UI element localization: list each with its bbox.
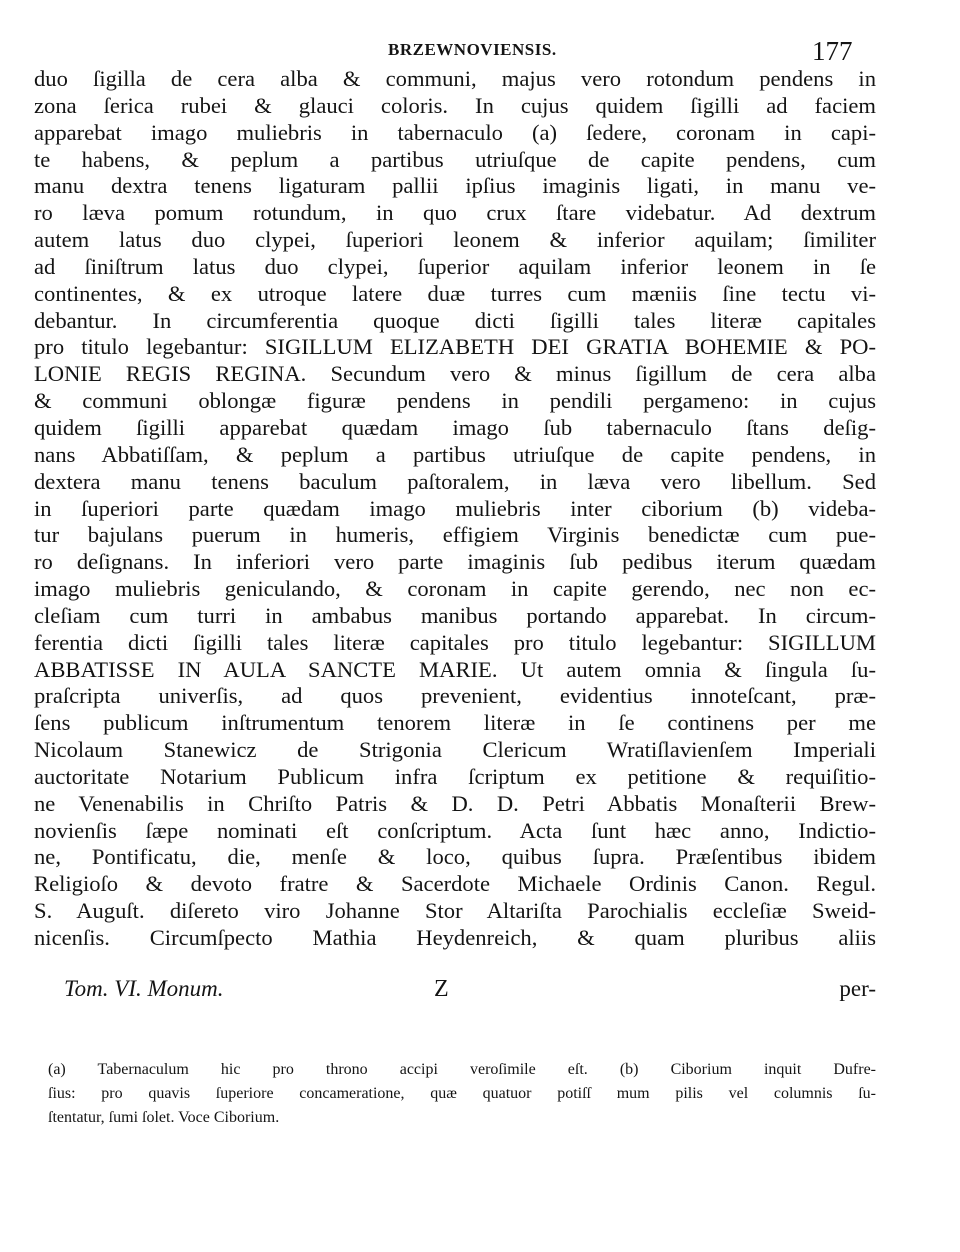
text-line: Religioſo & devoto fratre & Sacerdote Michaele Ordinis Canon. Regul. (34, 871, 876, 897)
running-title: BRZEWNOVIENSIS. (388, 40, 557, 59)
page-number: 177 (812, 36, 853, 66)
text-line: dextera manu tenens baculum paſtoralem, in læva vero libellum. Sed (34, 468, 876, 494)
text-line: debantur. In circumferentia quoque dicti ſigilli tales literæ capitales (34, 307, 876, 333)
text-line: pro titulo legebantur: SIGILLUM ELIZABETH DEI GRATIA BOHEMIE & PO- (34, 334, 876, 360)
text-line: quidem ſigilli apparebat quædam imago ſub tabernaculo ſtans deſig- (34, 414, 876, 440)
text-line: ne, Pontificatu, die, menſe & loco, quibus ſupra. Præſentibus ibidem (34, 844, 876, 870)
text-line: continentes, & ex utroque latere duæ turres cum mæniis ſine tectu vi- (34, 280, 876, 306)
text-line: ABBATISSE IN AULA SANCTE MARIE. Ut autem omnia & ſingula ſu- (34, 656, 876, 682)
text-line: ne Venenabilis in Chriſto Patris & D. D. Petri Abbatis Monaſterii Brew- (34, 790, 876, 816)
signature-mark: Tom. VI. Monum. (64, 976, 224, 1001)
text-line: nans Abbatiſſam, & peplum a partibus utriuſque de capite pendens, in (34, 441, 876, 467)
text-line: apparebat imago muliebris in tabernaculo (a) ſedere, coronam in capi- (34, 119, 876, 145)
running-head (0, 36, 960, 70)
text-line: te habens, & peplum a partibus utriuſque de capite pendens, cum (34, 146, 876, 172)
text-line: in ſuperiori parte quædam imago muliebris inter ciborium (b) videba- (34, 495, 876, 521)
text-line: novienſis ſæpe nominati eſt conſcriptum. Acta ſunt hæc anno, Indictio- (34, 817, 876, 843)
footnote-line: ſius: pro quavis ſuperiore concameratione, quæ quatuor potiſſ mum pilis vel columnis ſu- (48, 1085, 876, 1102)
footnote-line: ſtentatur, ſumi ſolet. Voce Ciborium. (48, 1109, 280, 1126)
text-line: praſcripta univerſis, ad quos prevenient, evidentius innoteſcant, præ- (34, 683, 876, 709)
catchword: per- (839, 976, 876, 1001)
body-text (34, 66, 876, 952)
text-line: manu dextra tenens ligaturam pallii ipſius imaginis ligati, in manu ve- (34, 173, 876, 199)
text-line: nicenſis. Circumſpecto Mathia Heydenreich, & quam pluribus aliis (34, 925, 876, 950)
text-line: auctoritate Notarium Publicum infra ſcriptum ex petitione & requiſitio- (34, 763, 876, 789)
page-footer (34, 976, 876, 1008)
text-line: ad ſiniſtrum latus duo clypei, ſuperior aquilam inferior leonem in ſe (34, 253, 876, 279)
text-line: autem latus duo clypei, ſuperiori leonem & inferior aquilam; ſimiliter (34, 227, 876, 253)
text-line: S. Auguſt. diſereto viro Johanne Stor Altariſta Parochialis eccleſiæ Sweid- (34, 898, 876, 924)
text-line: ro læva pomum rotundum, in quo crux ſtare videbatur. Ad dextrum (34, 200, 876, 226)
text-line: duo ſigilla de cera alba & communi, majus vero rotondum pendens in (34, 66, 876, 91)
footnote-line: (a) Tabernaculum hic pro throno accipi veroſimile eſt. (b) Ciborium inquit Dufre- (48, 1061, 876, 1078)
text-line: & communi oblongæ figuræ pendens in pendili pergameno: in cujus (34, 388, 876, 414)
text-line: ſens publicum inſtrumentum tenorem literæ in ſe continens per me (34, 710, 876, 736)
text-line: ferentia dicti ſigilli tales literæ capitales pro titulo legebantur: SIGILLUM (34, 629, 876, 655)
text-line: Nicolaum Stanewicz de Strigonia Clericum Wratiſlavienſem Imperiali (34, 737, 876, 763)
text-line: imago muliebris geniculando, & coronam in capite gerendo, nec non ec- (34, 576, 876, 602)
text-line: LONIE REGIS REGINA. Secundum vero & minus ſigillum de cera alba (34, 361, 876, 387)
text-line: tur bajulans puerum in humeris, effigiem Virginis benedictæ cum pue- (34, 522, 876, 548)
footnotes (48, 1058, 876, 1130)
text-line: zona ſerica rubei & glauci coloris. In cujus quidem ſigilli ad faciem (34, 92, 876, 118)
gathering-letter: Z (434, 976, 449, 1002)
text-line: ro deſignans. In inferiori vero parte imaginis ſub pedibus iterum quædam (34, 549, 876, 575)
text-line: cleſiam cum turri in ambabus manibus portando apparebat. In circum- (34, 602, 876, 628)
